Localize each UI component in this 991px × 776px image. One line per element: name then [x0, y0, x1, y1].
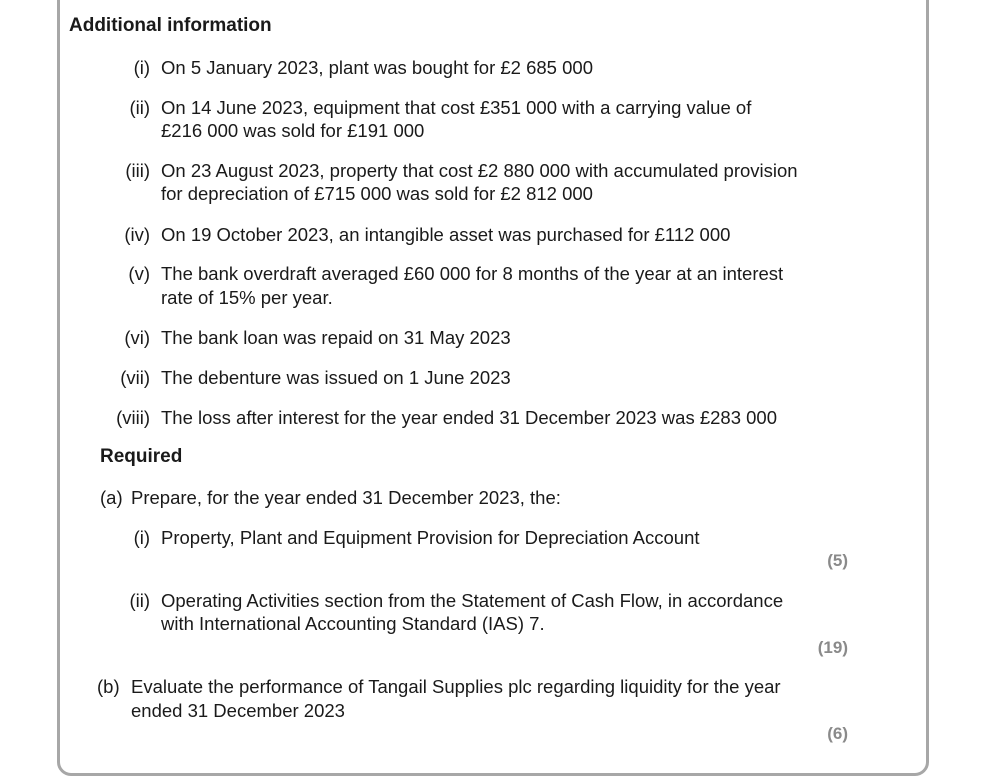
subpart-number: (i): [133, 527, 150, 548]
marks-label: (19): [817, 638, 848, 657]
part-text: ended 31 December 2023: [131, 700, 345, 721]
item-text: On 5 January 2023, plant was bought for £2 685 000: [161, 57, 593, 78]
subpart-text: Operating Activities section from the Statement of Cash Flow, in accordance: [161, 590, 784, 611]
section-title-required: Required: [100, 446, 183, 467]
item-text: £216 000 was sold for £191 000: [161, 120, 425, 141]
item-text: On 23 August 2023, property that cost £2 880 000 with accumulated provision: [161, 160, 798, 181]
section-title-additional-information: Additional information: [69, 15, 272, 36]
item-number: (ii): [129, 97, 150, 118]
item-text: for depreciation of £715 000 was sold for £2 812 000: [161, 183, 593, 204]
marks-label: (6): [827, 724, 848, 743]
item-number: (v): [128, 263, 150, 284]
subpart-text: with International Accounting Standard (IAS) 7.: [161, 613, 545, 634]
part-text: Evaluate the performance of Tangail Supplies plc regarding liquidity for the year: [131, 676, 781, 697]
item-number: (viii): [116, 407, 150, 428]
item-text: The bank overdraft averaged £60 000 for 8 months of the year at an interest: [161, 263, 784, 284]
item-text: The debenture was issued on 1 June 2023: [161, 367, 511, 388]
item-text: On 14 June 2023, equipment that cost £351 000 with a carrying value of: [161, 97, 752, 118]
item-text: On 19 October 2023, an intangible asset was purchased for £112 000: [161, 224, 731, 245]
item-number: (vii): [120, 367, 150, 388]
item-text: rate of 15% per year.: [161, 287, 333, 308]
item-number: (i): [133, 57, 150, 78]
item-text: The bank loan was repaid on 31 May 2023: [161, 327, 511, 348]
part-number: (a): [100, 487, 123, 508]
item-text: The loss after interest for the year ended 31 December 2023 was £283 000: [161, 407, 778, 428]
item-number: (vi): [124, 327, 150, 348]
part-text: Prepare, for the year ended 31 December 2023, the:: [131, 487, 561, 508]
subpart-text: Property, Plant and Equipment Provision for Depreciation Account: [161, 527, 700, 548]
marks-label: (5): [827, 551, 848, 570]
item-number: (iii): [125, 160, 150, 181]
subpart-number: (ii): [129, 590, 150, 611]
part-number: (b): [97, 676, 120, 697]
item-number: (iv): [124, 224, 150, 245]
